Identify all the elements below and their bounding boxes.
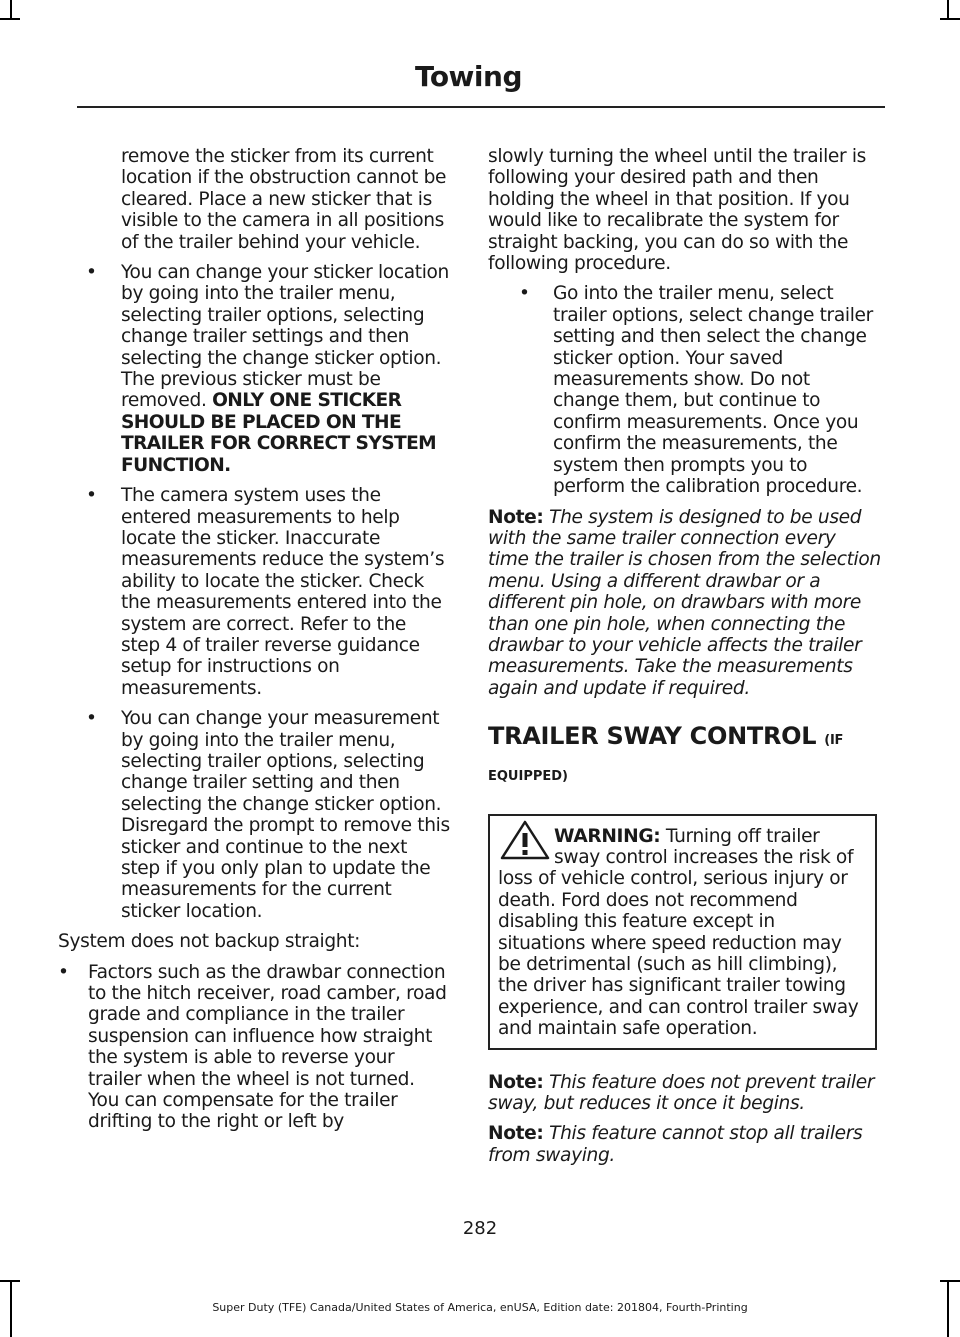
right-column [488, 146, 881, 1175]
page-number: 282 [462, 1218, 498, 1239]
crop-mark-top-right-vertical [947, 0, 949, 20]
list-item-text: The camera system uses the entered measurements to help locate the sticker. Inaccurate measurements reduce the system’s ability to locate the sticker. Check the measurements entered into the system are correct. Refer to the step 4 of trailer reverse guidance setup for instructions on measurements. [121, 485, 445, 699]
list-item-text: You can change your measurement by going into the trailer menu, selecting trailer options, selecting change trailer setting and then selecting the change sticker option. Disregard the prompt to remove this sticker and continue to the next step if you only plan to update the measurements for the current sticker location. [121, 708, 450, 922]
list-item [55, 962, 450, 1133]
note-paragraph [488, 1072, 881, 1115]
list-item [55, 262, 450, 476]
bullet-glyph: • [86, 485, 97, 507]
continued-paragraph: slowly turning the wheel until the trailer is following your desired path and then holding the wheel in that position. If you would like to recalibrate the system for straight backing, you can do so with the following procedure. [488, 146, 867, 275]
left-column [55, 146, 450, 1142]
continued-paragraph: remove the sticker from its current location if the obstruction cannot be cleared. Place a new sticker that is visible to the camera in all positions of the trailer behind your vehicle. [121, 146, 447, 253]
crop-mark-top-left-vertical [10, 0, 12, 20]
note-text: This feature cannot stop all trailers from swaying. [488, 1123, 863, 1166]
emphasis-text: ONLY ONE STICKER SHOULD BE PLACED ON THE TRAILER FOR CORRECT SYSTEM FUNCTION. [121, 390, 437, 476]
note-label: Note: [488, 1123, 544, 1145]
bullet-glyph: • [58, 961, 69, 983]
section-title-suffix: (IF [824, 733, 844, 749]
footer-edition-info: Super Duty (TFE) Canada/United States of America, enUSA, Edition date: 201804, Fourth-Printing [212, 1301, 748, 1314]
warning-triangle-icon [500, 820, 550, 860]
warning-box [488, 814, 877, 1050]
list-item [488, 283, 881, 497]
warning-label: WARNING: [554, 825, 661, 847]
warning-text: Turning off trailer sway control increases the risk of loss of vehicle control, serious injury or death. Ford does not recommend disabling this feature except in situations where speed reduction may be detrimental (such as hill climbing), the driver has significant trailer towing experience, and can control trailer sway and maintain safe operation. [498, 825, 859, 1040]
note-text: This feature does not prevent trailer sway, but reduces it once it begins. [488, 1071, 875, 1115]
section-title: TRAILER SWAY CONTROL [488, 722, 817, 751]
list-item [55, 708, 450, 922]
note-paragraph [488, 507, 881, 700]
crop-mark-bottom-left-horizontal [0, 1280, 20, 1282]
crop-mark-top-right-horizontal [940, 18, 960, 20]
list-item-text: Factors such as the drawbar connection to the hitch receiver, road camber, road grade and compliance in the trailer suspension can influence how straight the system is able to reverse your trailer when the wheel is not turned. You can compensate for the trailer drifting to the right or left by [88, 961, 447, 1133]
crop-mark-bottom-right-horizontal [940, 1280, 960, 1282]
note-paragraph [488, 1123, 881, 1166]
bullet-glyph: • [86, 708, 97, 730]
note-label: Note: [488, 506, 544, 528]
list-item-text: Go into the trailer menu, select trailer options, select change trailer setting and then select the change sticker option. Your saved measurements show. Do not change them, but continue to confirm measurements. Once you confirm the measurements, the system then prompts you to perform the calibration procedure. [553, 283, 873, 498]
crop-mark-top-left-horizontal [0, 18, 20, 20]
note-text: The system is designed to be used with the same trailer connection every time the trailer is chosen from the selection menu. Using a different drawbar or a different pin hole, on drawbars with more than one pin hole, when connecting the drawbar to your vehicle affects the trailer measurements. Take the measurements again and update if required. [488, 506, 881, 699]
list-item-text: You can change your sticker location by going into the trailer menu, selecting trailer options, selecting change trailer settings and then selecting the change sticker option. The previous sticker must be removed. [121, 262, 449, 412]
section-subtitle: EQUIPPED) [488, 769, 568, 785]
page-title: Towing [414, 60, 522, 93]
bullet-glyph: • [86, 262, 97, 284]
list-item [55, 485, 450, 699]
bullet-glyph: • [519, 283, 530, 305]
note-label: Note: [488, 1071, 544, 1093]
header-divider [77, 106, 885, 108]
subheading: System does not backup straight: [58, 931, 361, 953]
section-heading [488, 721, 881, 756]
